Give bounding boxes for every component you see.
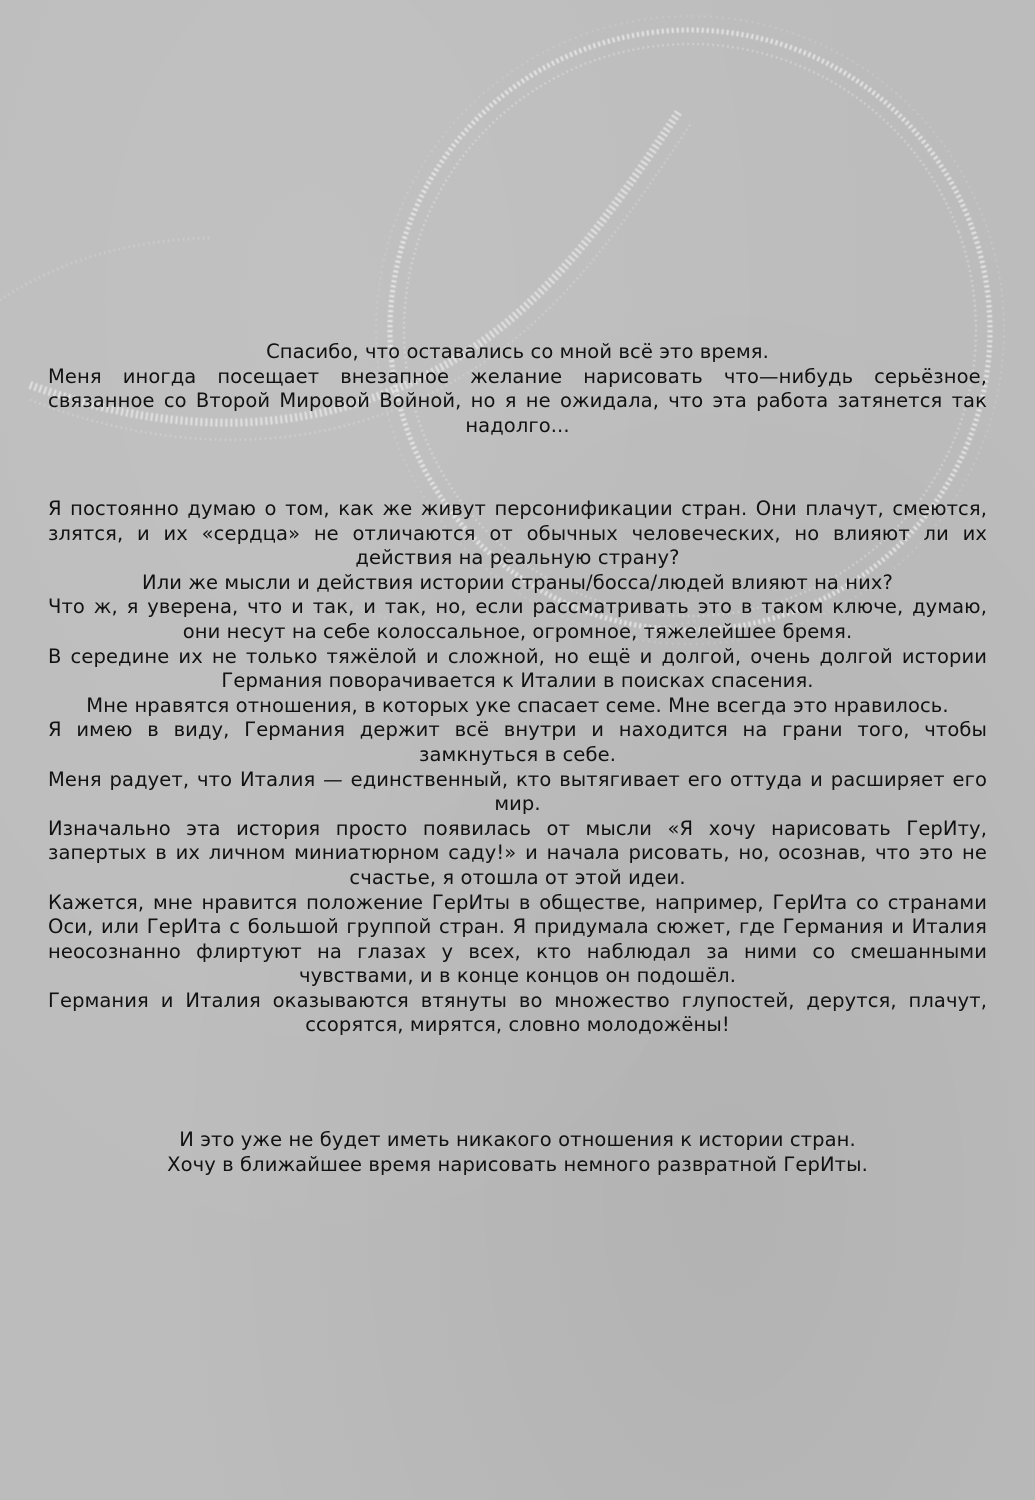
body-paragraph: Германия и Италия оказываются втянуты во множество глупостей, дерутся, плачут, ссорятся, мирятся, словно молодожёны! bbox=[48, 988, 987, 1037]
body-paragraph: Что ж, я уверена, что и так, и так, но, если рассматривать это в таком ключе, думаю, они несут на себе колоссальное, огромное, тяжелейшее бремя. bbox=[48, 595, 987, 643]
closing-line: Хочу в ближайшее время нарисовать немного развратной ГерИты. bbox=[167, 1152, 868, 1176]
body-paragraph: Мне нравятся отношения, в которых уке спасает семе. Мне всегда это нравилось. bbox=[86, 693, 949, 717]
body-paragraph: Я имею в виду, Германия держит всё внутри и находится на грани того, чтобы замкнуться в себе. bbox=[48, 718, 987, 766]
body-paragraph: Кажется, мне нравится положение ГерИты в обществе, например, ГерИта со странами Оси, или ГерИта с большой группой стран. Я придумала сюжет, где Германия и Италия неосознанно флиртуют на глазах у всех, кто наблюдал за ними со смешанными чувствами, и в конце концов он подошёл. bbox=[48, 890, 987, 988]
afterword-closing bbox=[48, 1128, 987, 1177]
body-paragraph: Или же мысли и действия истории страны/босса/людей влияют на них? bbox=[142, 570, 893, 594]
body-paragraph: Меня радует, что Италия — единственный, кто вытягивает его оттуда и расширяет его мир. bbox=[48, 767, 987, 816]
body-paragraph: Я постоянно думаю о том, как же живут персонификации стран. Они плачут, смеются, злятся, и их «сердца» не отличаются от обычных человеческих, но влияют ли их действия на реальную страну? bbox=[48, 497, 987, 570]
body-paragraph: В середине их не только тяжёлой и сложной, но ещё и долгой, очень долгой истории Германия поворачивается к Италии в поисках спасения. bbox=[48, 644, 987, 693]
closing-line: И это уже не будет иметь никакого отношения к истории стран. bbox=[179, 1128, 856, 1151]
opening-line: Меня иногда посещает внезапное желание нарисовать что—нибудь серьёзное, связанное со Второй Мировой Войной, но я не ожидала, что эта работа затянется так надолго... bbox=[48, 364, 987, 437]
afterword-body bbox=[48, 497, 987, 1038]
opening-line: Спасибо, что оставались со мной всё это время. bbox=[266, 340, 769, 363]
afterword-opening bbox=[48, 340, 987, 438]
body-paragraph: Изначально эта история просто появилась от мысли «Я хочу нарисовать ГерИту, запертых в их личном миниатюрном саду!» и начала рисовать, но, осознав, что это не счастье, я отошла от этой идеи. bbox=[48, 816, 987, 889]
